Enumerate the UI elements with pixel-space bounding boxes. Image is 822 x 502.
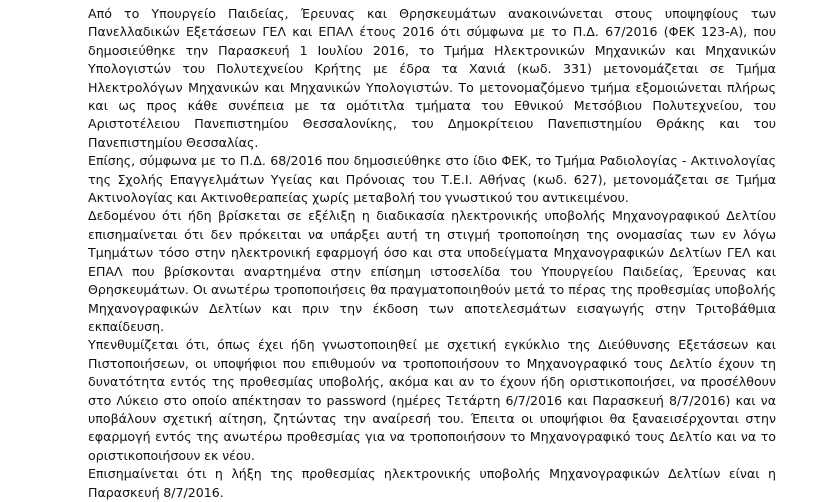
paragraph-deadline: Επισημαίνεται ότι η λήξη της προθεσμίας ηλεκτρονικής υποβολής Μηχανογραφικών Δελτίων είναι η Παρασκευή 8/7/2016. (88, 466, 776, 500)
paragraph-application-status: Δεδομένου ότι ήδη βρίσκεται σε εξέλιξη η διαδικασία ηλεκτρονικής υποβολής Μηχανογραφικού Δελτίου επισημαίνεται ότι δεν πρόκειται να υπάρξει αυτή τη στιγμή τροποποίηση της ονομασίας των εν λόγω Τμημάτων τόσο στην ηλεκτρονική εφαρμογή όσο και στα υποδείγματα Μηχανογραφικών Δελτίων ΓΕΛ και ΕΠΑΛ που βρίσκονται αναρτημένα στην επίσημη ιστοσελίδα του Υπουργείου Παιδείας, Έρευνας και Θρησκευμάτων. Οι ανωτέρω τροποποιήσεις θα πραγματοποιηθούν μετά το πέρας της προθεσμίας υποβολής Μηχανογραφικών Δελτίων και πριν την έκδοση των αποτελεσμάτων εισαγωγής στην Τριτοβάθμια εκπαίδευση. (88, 208, 776, 334)
paragraph-reminder-modification: Υπενθυμίζεται ότι, όπως έχει ήδη γνωστοποιηθεί με σχετική εγκύκλιο της Διεύθυνσης Εξετάσεων και Πιστοποιήσεων, οι υποψήφιοι που επιθυμούν να τροποποιήσουν το Μηχανογραφικό τους Δελτίο έχουν τη δυνατότητα εντός της προθεσμίας υποβολής, ακόμα και αν το έχουν ήδη οριστικοποιήσει, να προσέλθουν στο Λύκειο στο οποίο απέκτησαν το password (ημέρες Τετάρτη 6/7/2016 και Παρασκευή 8/7/2016) και να υποβάλουν σχετική αίτηση, ζητώντας την αναίρεσή του. Έπειτα οι υποψήφιοι θα ξαναεισέρχονται στην εφαρμογή εντός της ανωτέρω προθεσμίας για να τροποποιήσουν το Μηχανογραφικό τους Δελτίο και να το οριστικοποιήσουν εκ νέου. (88, 337, 776, 463)
paragraph-department-renaming-radiology: Επίσης, σύμφωνα με το Π.Δ. 68/2016 που δημοσιεύθηκε στο ίδιο ΦΕΚ, το Τμήμα Ραδιολογίας - Ακτινολογίας της Σχολής Επαγγελμάτων Υγείας και Πρόνοιας του Τ.Ε.Ι. Αθήνας (κωδ. 627), μετονομάζεται σε Τμήμα Ακτινολογίας και Ακτινοθεραπείας χωρίς μεταβολή του γνωστικού του αντικειμένου. (88, 153, 776, 206)
announcement-body (88, 5, 776, 502)
paragraph-department-renaming-tuc: Από το Υπουργείο Παιδείας, Έρευνας και Θρησκευμάτων ανακοινώνεται στους υποψηφίους των Πανελλαδικών Εξετάσεων ΓΕΛ και ΕΠΑΛ έτους 2016 ότι σύμφωνα με το Π.Δ. 67/2016 (ΦΕΚ 123-Α), που δημοσιεύθηκε την Παρασκευή 1 Ιουλίου 2016, το Τμήμα Ηλεκτρονικών Μηχανικών και Μηχανικών Υπολογιστών του Πολυτεχνείου Κρήτης με έδρα τα Χανιά (κωδ. 331) μετονομάζεται σε Τμήμα Ηλεκτρολόγων Μηχανικών και Μηχανικών Υπολογιστών. Το μετονομαζόμενο τμήμα εξομοιώνεται πλήρως και ως προς κάθε συνέπεια με τα ομότιτλα τμήματα του Εθνικού Μετσόβιου Πολυτεχνείου, του Αριστοτέλειου Πανεπιστημίου Θεσσαλονίκης, του Δημοκρίτειου Πανεπιστημίου Θράκης και του Πανεπιστημίου Θεσσαλίας. (88, 6, 776, 150)
